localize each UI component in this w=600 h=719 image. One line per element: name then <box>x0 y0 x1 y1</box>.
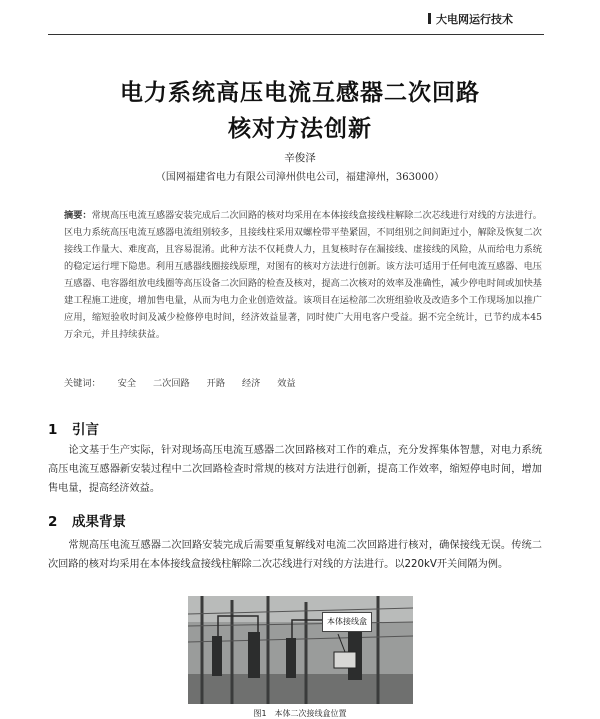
article-title-line1: 电力系统高压电流互感器二次回路 <box>120 80 480 106</box>
section-heading-introduction <box>48 418 99 438</box>
section-header-text: 大电网运行技术 <box>436 13 513 26</box>
substation-photo <box>188 596 413 704</box>
abstract-text: 常规高压电流互感器安装完成后二次回路的核对均采用在本体接线盒接线柱解除二次芯线进行对线的方法进行。区电力系统高压电流互感器电流组别较多，且接线柱采用双螺栓带平垫紧固，不同组别之间间距过小，解除及恢复二次接线工作量大、难度高，且容易混淆。此种方法不仅耗费人力，且复核时存在漏接线、虚接线的风险，从而给电力系统的稳定运行埋下隐患。利用互感器线圈接线原理，对图有的核对方法进行创新。该方法可适用于任何电流互感器、电压互感器、电容器组放电线圈等高压设备二次回路的检查及核对，提高二次核对的效率及准确性，减少停电时间或加快基建工程施工进度，增加售电量，从而为电力企业创造效益。该项目在运检部二次班组验收及改造多个工作现场加以推广应用，缩短验收时间及减少检修停电时间，经济效益显著，同时使广大用电客户受益。据不完全统计，已节约成本45万余元，并且持续获益。 <box>64 210 542 340</box>
section-heading-background <box>48 510 126 530</box>
section-title: 成果背景 <box>72 514 126 530</box>
article-title-line2: 核对方法创新 <box>228 116 372 142</box>
substation-photo-drawing <box>188 596 413 704</box>
keywords-label: 关键词： <box>64 378 101 389</box>
introduction-paragraph: 论文基于生产实际，针对现场高压电流互感器二次回路核对工作的难点，充分发挥集体智慧，对电力系统高压电流互感器新安装过程中二次回路检查时常规的核对方法进行创新，提高工作效率，缩短停电时间，增加售电量，提高经济效益。 <box>48 445 542 494</box>
keyword: 二次回路 <box>152 378 190 389</box>
abstract <box>64 207 542 343</box>
keyword: 经济 <box>241 378 261 389</box>
keywords <box>64 375 296 389</box>
section-number: 2 <box>48 514 58 530</box>
author-name: 辛俊泽 <box>284 152 316 164</box>
header-rule <box>48 34 544 35</box>
background-paragraph: 常规高压电流互感器二次回路安装完成后需要重复解线对电流二次回路进行核对，确保接线无误。传统二次回路的核对均采用在本体接线盒接线柱解除二次芯线进行对线的方法进行。以220kV开关间隔为例。 <box>48 540 542 570</box>
author-affiliation: （国网福建省电力有限公司漳州供电公司，福建漳州，363000） <box>155 172 445 183</box>
keyword: 安全 <box>117 378 137 389</box>
section-marker-bar <box>428 13 431 24</box>
abstract-label: 摘要： <box>64 210 92 221</box>
figure-caption: 图1 本体二次接线盒位置 <box>253 709 347 718</box>
section-title: 引言 <box>72 422 99 438</box>
section-header <box>428 11 513 27</box>
keyword: 开路 <box>206 378 226 389</box>
keyword: 效益 <box>277 378 296 389</box>
junction-box-callout: 本体接线盒 <box>322 612 372 632</box>
section-number: 1 <box>48 422 58 438</box>
